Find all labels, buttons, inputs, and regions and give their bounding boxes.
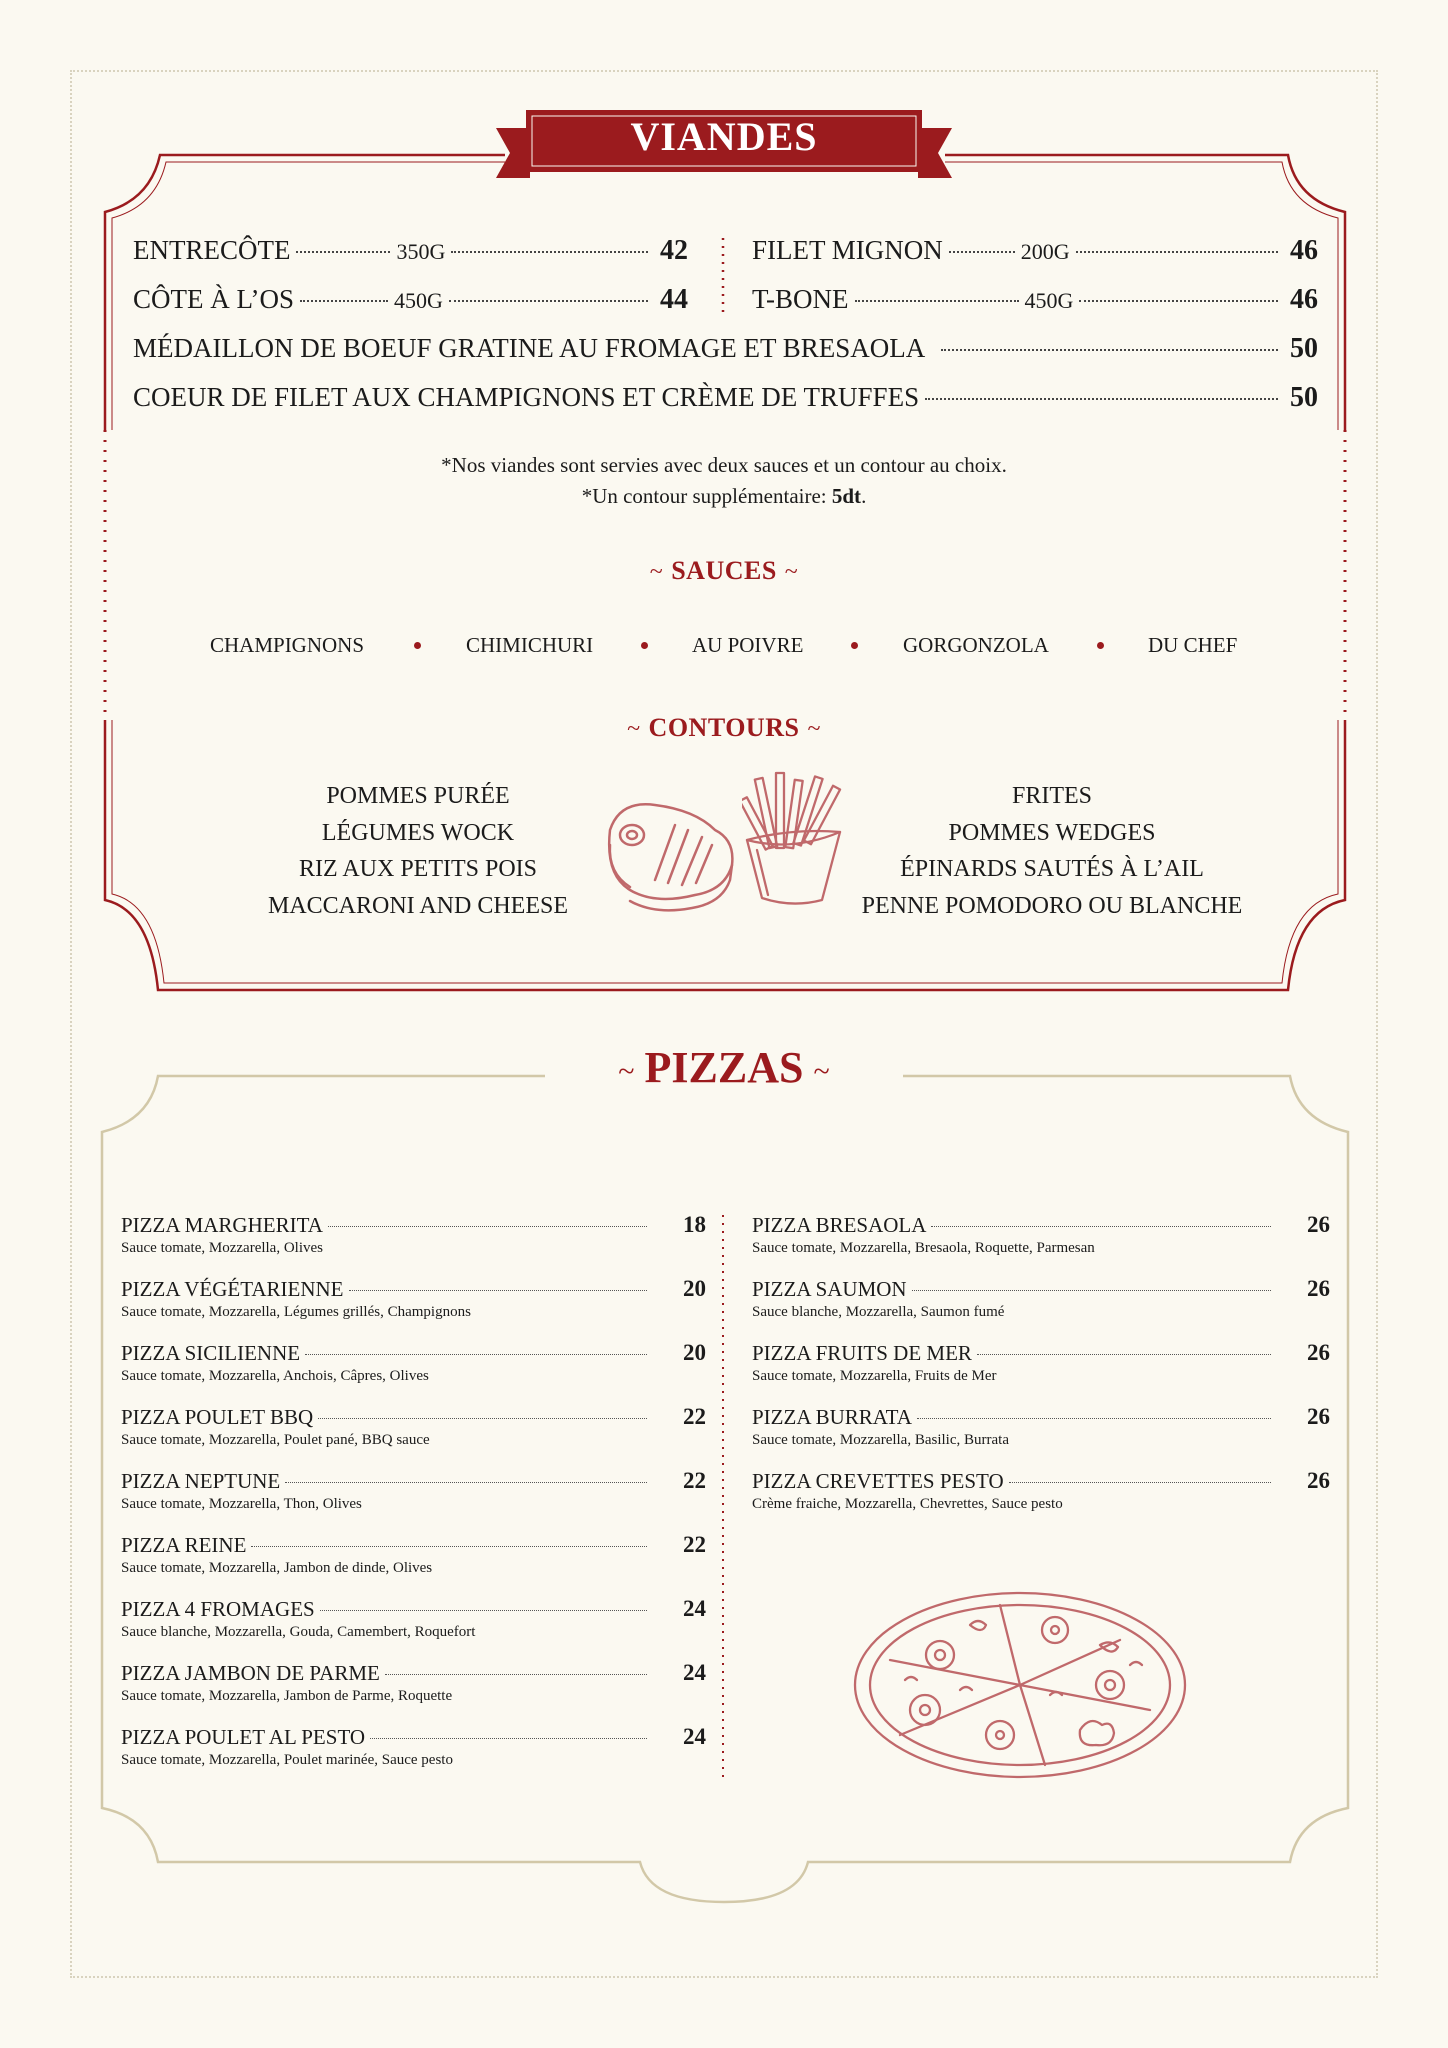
- contours-left: [240, 778, 596, 924]
- sauce-item: CHAMPIGNONS: [210, 633, 365, 657]
- pizza-item: PIZZA VÉGÉTARIENNE 20 Sauce tomate, Mozzarella, Légumes grillés, Champignons: [121, 1276, 706, 1320]
- viande-item: COEUR DE FILET AUX CHAMPIGNONS ET CRÈME DE TRUFFES 50: [133, 382, 1318, 413]
- viande-item: CÔTE À L’OS 450G 44: [133, 284, 688, 315]
- viandes-note-extra: *Un contour supplémentaire: 5dt.: [581, 484, 867, 508]
- contour-item: MACCARONI AND CHEESE: [267, 892, 569, 919]
- viande-item: ENTRECÔTE 350G 42: [133, 235, 688, 266]
- contour-item: LÉGUMES WOCK: [321, 819, 515, 846]
- pizza-icon: [850, 1585, 1190, 1785]
- sauce-item: DU CHEF: [1148, 633, 1238, 657]
- bullet: [1097, 642, 1104, 649]
- pizza-item: PIZZA BRESAOLA 26 Sauce tomate, Mozzarella, Bresaola, Roquette, Parmesan: [752, 1212, 1330, 1256]
- pizza-item: PIZZA FRUITS DE MER 26 Sauce tomate, Mozzarella, Fruits de Mer: [752, 1340, 1330, 1384]
- pizza-item: PIZZA JAMBON DE PARME 24 Sauce tomate, Mozzarella, Jambon de Parme, Roquette: [121, 1660, 706, 1704]
- contour-item: RIZ AUX PETITS POIS: [298, 856, 538, 882]
- pizza-item: PIZZA BURRATA 26 Sauce tomate, Mozzarella, Basilic, Burrata: [752, 1404, 1330, 1448]
- pizza-item: PIZZA CREVETTES PESTO 26 Crème fraiche, Mozzarella, Chevrettes, Sauce pesto: [752, 1468, 1330, 1512]
- contours-title: ~ CONTOURS ~: [627, 713, 821, 742]
- fries-icon: [742, 770, 847, 910]
- bullet: [414, 642, 421, 649]
- contour-item: POMMES PURÉE: [326, 783, 510, 809]
- pizzas-title: ~ PIZZAS ~: [618, 1043, 830, 1092]
- viande-item: FILET MIGNON 200G 46: [752, 235, 1318, 266]
- pizza-item: PIZZA POULET AL PESTO 24 Sauce tomate, Mozzarella, Poulet marinée, Sauce pesto: [121, 1724, 706, 1768]
- pizza-item: PIZZA REINE 22 Sauce tomate, Mozzarella, Jambon de dinde, Olives: [121, 1532, 706, 1576]
- contour-item: POMMES WEDGES: [948, 819, 1156, 846]
- viande-item: MÉDAILLON DE BOEUF GRATINE AU FROMAGE ET BRESAOLA 50: [133, 333, 1318, 364]
- sauce-item: CHIMICHURI: [466, 633, 594, 657]
- pizza-item: PIZZA MARGHERITA 18 Sauce tomate, Mozzarella, Olives: [121, 1212, 706, 1256]
- contour-item: ÉPINARDS SAUTÉS À L’AIL: [900, 856, 1204, 882]
- viandes-title: VIANDES: [630, 114, 818, 159]
- steak-icon: [600, 795, 740, 915]
- sauce-item: AU POIVRE: [692, 633, 804, 657]
- sauce-item: GORGONZOLA: [903, 633, 1049, 657]
- bullet: [641, 642, 648, 649]
- pizza-item: PIZZA SAUMON 26 Sauce blanche, Mozzarella, Saumon fumé: [752, 1276, 1330, 1320]
- pizza-item: PIZZA SICILIENNE 20 Sauce tomate, Mozzarella, Anchois, Câpres, Olives: [121, 1340, 706, 1384]
- pizza-item: PIZZA POULET BBQ 22 Sauce tomate, Mozzarella, Poulet pané, BBQ sauce: [121, 1404, 706, 1448]
- viande-item: T-BONE 450G 46: [752, 284, 1318, 315]
- pizza-item: PIZZA 4 FROMAGES 24 Sauce blanche, Mozzarella, Gouda, Camembert, Roquefort: [121, 1596, 706, 1640]
- pizza-item: PIZZA NEPTUNE 22 Sauce tomate, Mozzarella, Thon, Olives: [121, 1468, 706, 1512]
- contours-right: [846, 778, 1258, 924]
- bullet: [851, 642, 858, 649]
- viandes-note: *Nos viandes sont servies avec deux sauces et un contour au choix.: [441, 453, 1007, 477]
- sauces-title: ~ SAUCES ~: [649, 556, 799, 585]
- contour-item: FRITES: [1011, 783, 1092, 809]
- contour-item: PENNE POMODORO OU BLANCHE: [861, 892, 1243, 919]
